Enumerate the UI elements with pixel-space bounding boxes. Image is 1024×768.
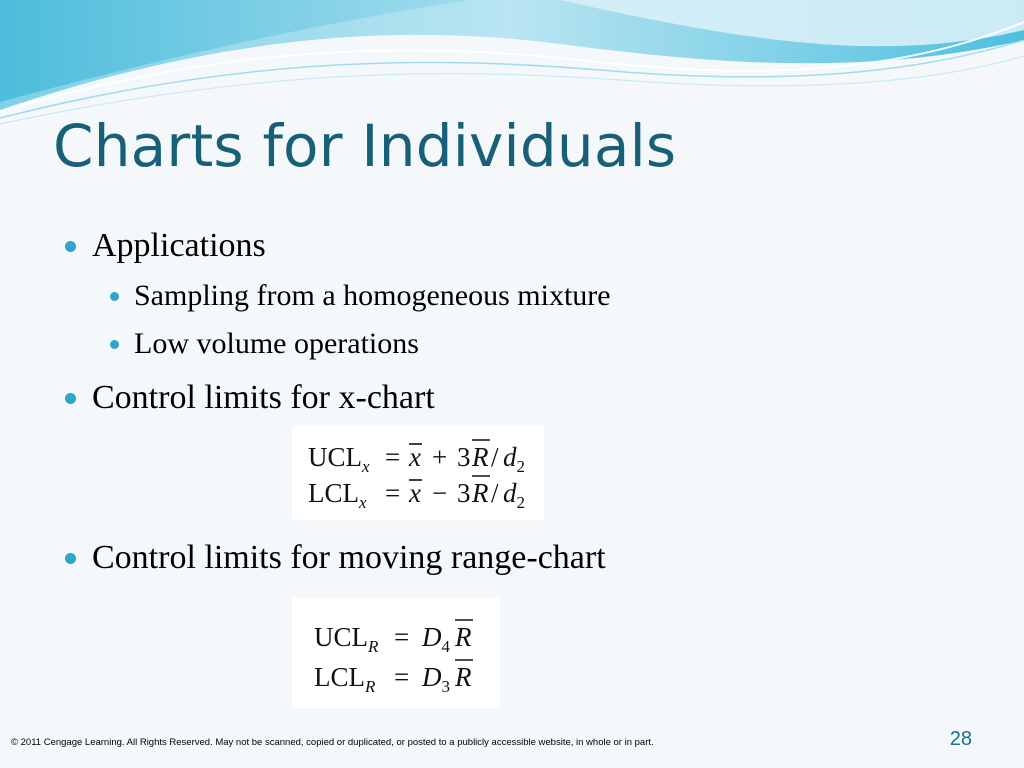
bullet-text: Low volume operations (134, 327, 419, 360)
equals-sign: = (394, 662, 410, 692)
bullet-dot (110, 292, 119, 301)
x-chart-formulas (292, 426, 544, 520)
r-bar-symbol: R (472, 442, 489, 472)
bullet-text: Control limits for moving range-chart (92, 539, 606, 576)
bullet-dot (65, 553, 76, 564)
copyright-footer: © 2011 Cengage Learning. All Rights Reserved. May not be scanned, copied or duplicated, or posted to a publicly accessible website, in whole or in part. (11, 737, 654, 748)
slide-title: Charts for Individuals (53, 112, 677, 180)
r-bar-symbol: R (455, 662, 472, 692)
minus-sign: − (432, 478, 448, 508)
bullet-text: Sampling from a homogeneous mixture (134, 279, 611, 312)
equals-sign: = (385, 442, 401, 472)
d2-symbol: $d_2$ (503, 442, 525, 476)
d3-symbol: $D_3$ (422, 662, 450, 696)
x-chart-formula-image (292, 426, 544, 520)
division-slash: / (491, 478, 499, 508)
coefficient: 3 (457, 478, 471, 508)
mr-lcl-label: $LCL_R$ (314, 662, 376, 696)
bullet-dot (65, 241, 76, 252)
r-bar-symbol: R (455, 622, 472, 652)
bullet-dot (110, 340, 119, 349)
mr-ucl-label: $UCL_R$ (314, 622, 379, 656)
bullet-sampling (134, 278, 611, 314)
d4-symbol: $D_4$ (422, 622, 450, 656)
x-bar-symbol: x (409, 442, 421, 472)
bullet-x-chart-limits (92, 378, 435, 418)
x-bar-symbol: x (409, 478, 421, 508)
equals-sign: = (385, 478, 401, 508)
bullet-applications (92, 226, 266, 266)
bullet-mr-chart-limits (92, 538, 606, 578)
mr-chart-formula-image (292, 598, 500, 708)
d2-symbol: $d_2$ (503, 478, 525, 512)
coefficient: 3 (457, 442, 471, 472)
division-slash: / (491, 442, 499, 472)
bullet-low-volume (134, 326, 419, 362)
x-ucl-label: $UCL_x$ (308, 442, 370, 476)
mr-chart-formulas (292, 598, 500, 708)
plus-sign: + (432, 442, 448, 472)
bullet-text: Control limits for x-chart (92, 379, 435, 416)
r-bar-symbol: R (472, 478, 489, 508)
x-lcl-label: $LCL_x$ (308, 478, 367, 512)
page-number: 28 (949, 728, 972, 750)
bullet-text: Applications (92, 227, 266, 264)
bullet-dot (65, 393, 76, 404)
equals-sign: = (394, 622, 410, 652)
